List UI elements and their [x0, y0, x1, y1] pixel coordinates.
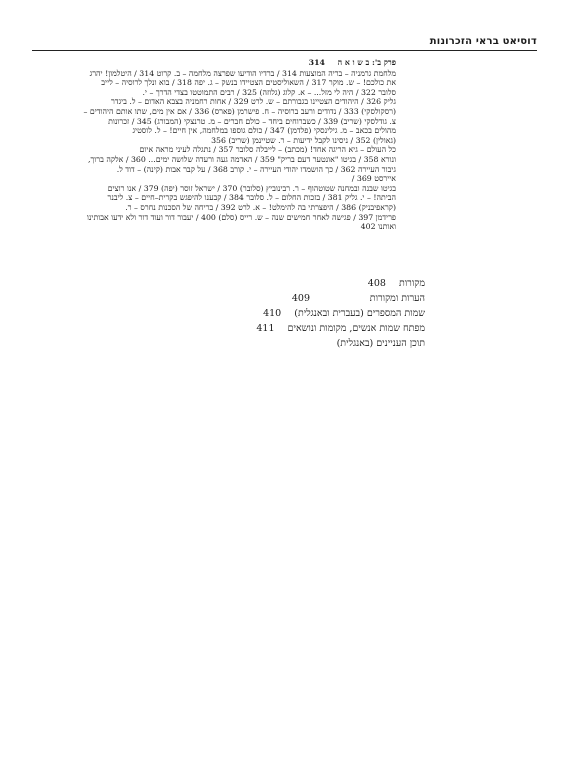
chapter-title: פרק ב': ב ש ו א ה — [337, 58, 396, 67]
entry-line: (קראפיבניק) 386 / היפצרתי בה להימלט! – א. לרט 392 / בריחה של הסכנות נחרס – ר. — [125, 202, 396, 212]
toc-appendix — [200, 278, 425, 348]
entry-line: צ. גודלסקי (שריב) 339 / כשברוחים ביחד – כולם חברים – מ. טרנצקי (המבורג) 345 / זכרונות — [108, 116, 396, 126]
toc-sources-label: מקורות — [398, 278, 425, 289]
entry-line: ואותנו 402 — [360, 222, 396, 232]
chapter-heading — [36, 58, 396, 68]
entry-line: איירסט 369 / — [351, 174, 396, 184]
toc-sources — [368, 278, 425, 289]
chapter-section — [36, 58, 396, 232]
entry-line: מלחמת גרמניה – בריה המוצעות 314 / ברדיו הודיעו שפרצה מלחמה – ב. קרוט 314 / היטלמון! יהרג — [89, 68, 396, 78]
entry-line: סלובר 322 / היה לי מזל... – א. קלוג (גלוזה) 325 / רבים התמוטטו בצדי הדרך – י. — [142, 87, 396, 97]
entry-line: כל העולם – גיא הריגה אחד! (מכתב) – לייבלה סלובר 357 / נתגלה לעיני מראה איום — [139, 145, 396, 155]
book-title: דוסיאט בראי הזכרונות — [429, 36, 537, 47]
toc-contents-en — [337, 338, 425, 349]
header-rule — [32, 50, 537, 51]
entry-line: (רסקולסקי) 333 / נדודים ורעב ברוסיה – ח. פישרמן (פארס) 336 / אם אין מים, שתו אותם היהודים – — [83, 106, 396, 116]
running-header — [32, 36, 537, 52]
toc-index-page: 411 — [256, 323, 275, 334]
toc-notes-label: הערות ומקורות — [369, 293, 425, 304]
toc-notes-page: 409 — [291, 293, 310, 304]
toc-names-index-page: 410 — [263, 308, 282, 319]
entry-line: את כולכם! – ש. מוקר 317 / השאוליסטים הצטיידו בנשק – ג. יפה 318 / בוא ונלך לרוסיה – לייב — [101, 78, 396, 88]
toc-contents-en-label: תוכן העניינים (באנגלית) — [336, 338, 425, 349]
toc-names-index-label: שמות המספרים (בעברית ובאנגלית) — [294, 308, 425, 319]
entry-line: גליק 326 / היהודים הצטיינו בגבורתם – ש. לרט 329 / אחות רחמניה בצבא האדום – ל. ביגדר — [110, 97, 396, 107]
toc-index — [256, 323, 425, 334]
entry-line: ונורא 358 / בגיטו "אונטער דעם בריק" 359 / האדמה געה ורעדה שלושה ימים... 360 / אלקה ברוך, — [88, 154, 396, 164]
toc-names-index — [263, 308, 425, 319]
entry-line: (גאולין) 352 / ניסינו לקבל ידיעות – ר. שטיינמן (שריב) 356 — [211, 135, 396, 145]
toc-sources-page: 408 — [367, 278, 386, 289]
entry-line: פרידמן 397 / פגישה לאחר חמישים שנה – ש. רייס (סלם) 400 / יעבור דור ועוד דור ולא ידעו אבותינו — [86, 212, 396, 222]
toc-notes — [370, 293, 425, 304]
chapter-page: 314 — [308, 58, 325, 67]
toc-index-label: מפתח שמות אנשים, מקומות ונושאים — [287, 323, 425, 334]
entry-line: הביתה! – י. גליק 381 / בזכות החלום – ל. סלובר 384 / קבענו להיפגש בקרית–חיים – צ. ליבנר — [107, 193, 396, 203]
entry-line: בגיטו שבנה ובמחנה שטוטהוף – ר. רבינוביץ (סלובר) 370 / ישראל זוסר (יפה) 379 / אנו רוצים — [107, 183, 396, 193]
entry-line: מהולים בכאב – מ. גילינסקי (פלדמן) 347 / כולם גוספו במלחמה, אין חיים! – ל. לוסטיג — [132, 126, 396, 136]
entry-line: גיבור העיירה 362 / כך הושמדו יהודי העיירה – י. קורב 368 / על קבר אבות (קינה) – דוד ל. — [116, 164, 396, 174]
